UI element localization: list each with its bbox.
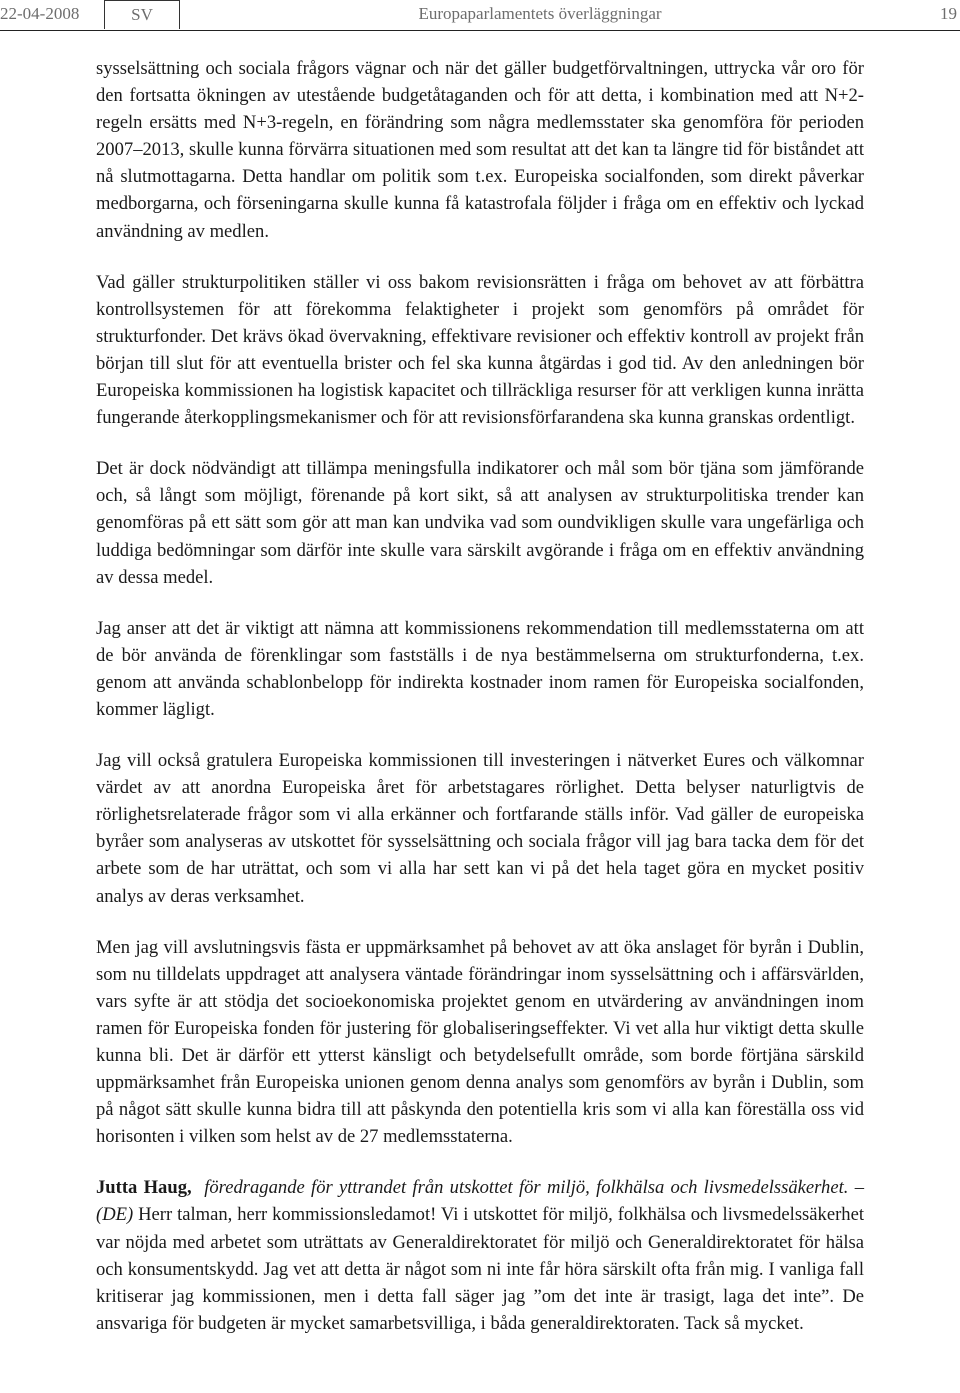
- header-rule: [0, 30, 960, 31]
- page-header: [0, 0, 960, 30]
- speaker-name: Jutta Haug,: [96, 1177, 192, 1199]
- paragraph-6: Men jag vill avslutningsvis fästa er uppmärksamhet på behovet av att öka anslaget för byrån i Dublin, som nu tilldelats uppdraget att analysera väntade förändringar inom sysselsättning och i affärsvärlden, vars syfte är att stödja det socioekonomiska projektet genom en utvärdering av användningen inom ramen för Europeiska fonden för justering för globaliseringseffekter. Vi vet alla hur viktigt detta skulle kunna bli. Det är därför ett ytterst känsligt och betydelsefullt område, som borde förtjäna särskild uppmärksamhet från Europeiska unionen genom denna analys som genomförs av byrån i Dublin, som på något sätt skulle kunna bidra till att påskynda den potentiella kris som vi alla kan föreställa oss vid horisonten i vilken som helst av de 27 medlemsstaterna.: [96, 936, 864, 1148]
- speech-paragraph: [96, 1174, 864, 1337]
- paragraph-4: Jag anser att det är viktigt att nämna att kommissionens rekommendation till medlemsstaterna om att de bör använda de förenklingar som fastställs i de nya bestämmelserna om strukturfonderna, t.ex. genom att använda schablonbelopp för indirekta kostnader inom ramen för Europeiska socialfonden, kommer lägligt.: [96, 617, 864, 720]
- document-body: [96, 55, 864, 1361]
- paragraph-1: sysselsättning och sociala frågors vägnar och när det gäller budgetförvaltningen, uttrycka vår oro för den fortsatta ökningen av utestående budgetåtaganden och för att detta, i kombination med att N+2-regeln ersätts med N+3-regeln, en förändring som några medlemsstater ska genomföra för perioden 2007–2013, skulle kunna förvärra situationen med som resultat att det kan ta längre tid för biståndet att nå slutmottagarna. Detta handlar om politik som t.ex. Europeiska socialfonden, som direkt påverkar medborgarna, och förseningarna skulle kunna få katastrofala följder i fråga om en effektiv och lyckad användning av medlen.: [96, 58, 864, 242]
- header-title: Europaparlamentets överläggningar: [418, 4, 662, 23]
- header-language-tab: SV: [104, 0, 180, 29]
- paragraph-5: Jag vill också gratulera Europeiska kommissionen till investeringen i nätverket Eures och välkomnar värdet av att anordna Europeiska året för arbetstagares rörlighet. Detta belyser naturligtvis de rörlighetsrelaterade frågor som vi alla erkänner och fortfarande ställs inför. Vad gäller de europeiska byråer som analyseras av utskottet för sysselsättning och sociala frågor vill jag bara tacka dem för det arbete som de har uträttat, och som vi alla har sett kan vi på det hela taget göra en mycket positiv analys av deras verksamhet.: [96, 750, 864, 907]
- speech-dash: –: [854, 1177, 865, 1199]
- header-date: 22-04-2008: [0, 4, 80, 23]
- paragraph-3: Det är dock nödvändigt att tillämpa meningsfulla indikatorer och mål som bör tjäna som jämförande och, så långt som möjligt, förenande på kort sikt, så att analysen av strukturpolitiska trender kan genomföras på ett sätt som gör att man kan undvika vad som oundvikligen skulle vara ungefärliga och luddiga bedömningar som därför inte skulle vara särskilt avgörande i fråga om en effektiv användning av dessa medel.: [96, 458, 864, 588]
- speech-language-tag: (DE): [96, 1204, 134, 1226]
- page-number: 19: [940, 4, 957, 23]
- speech-text: Herr talman, herr kommissionsledamot! Vi i utskottet för miljö, folkhälsa och livsmedelssäkerhet var nöjda med arbetet som uträttats av Generaldirektoratet för miljö och Generaldirektoratet för hälsa och konsumentskydd. Jag vet att detta är något som ni inte får höra särskilt ofta från mig. I vanliga fall kritiserar jag kommissionen, men i detta fall säger jag ”om det inte är trasigt, laga det inte”. De ansvariga för budgeten är mycket samarbetsvilliga, i båda generaldirektoraten. Tack så mycket.: [96, 1204, 865, 1334]
- paragraph-2: Vad gäller strukturpolitiken ställer vi oss bakom revisionsrätten i fråga om behovet av att förbättra kontrollsystemen för att förekomma felaktigheter i projekt som genomförs på området för strukturfonder. Det krävs ökad övervakning, effektivare revisioner och effektiv kontroll av projekt från början till slut för att eventuella brister och fel ska kunna åtgärdas i god tid. Av den anledningen bör Europeiska kommissionen ha logistisk kapacitet och tillräckliga resurser för att verkligen kunna inrätta fungerande återkopplingsmekanismer och för att revisionsförfarandena ska kunna granskas ordentligt.: [96, 271, 864, 429]
- speaker-role: föredragande för yttrandet från utskottet för miljö, folkhälsa och livsmedelssäkerhet.: [204, 1177, 849, 1199]
